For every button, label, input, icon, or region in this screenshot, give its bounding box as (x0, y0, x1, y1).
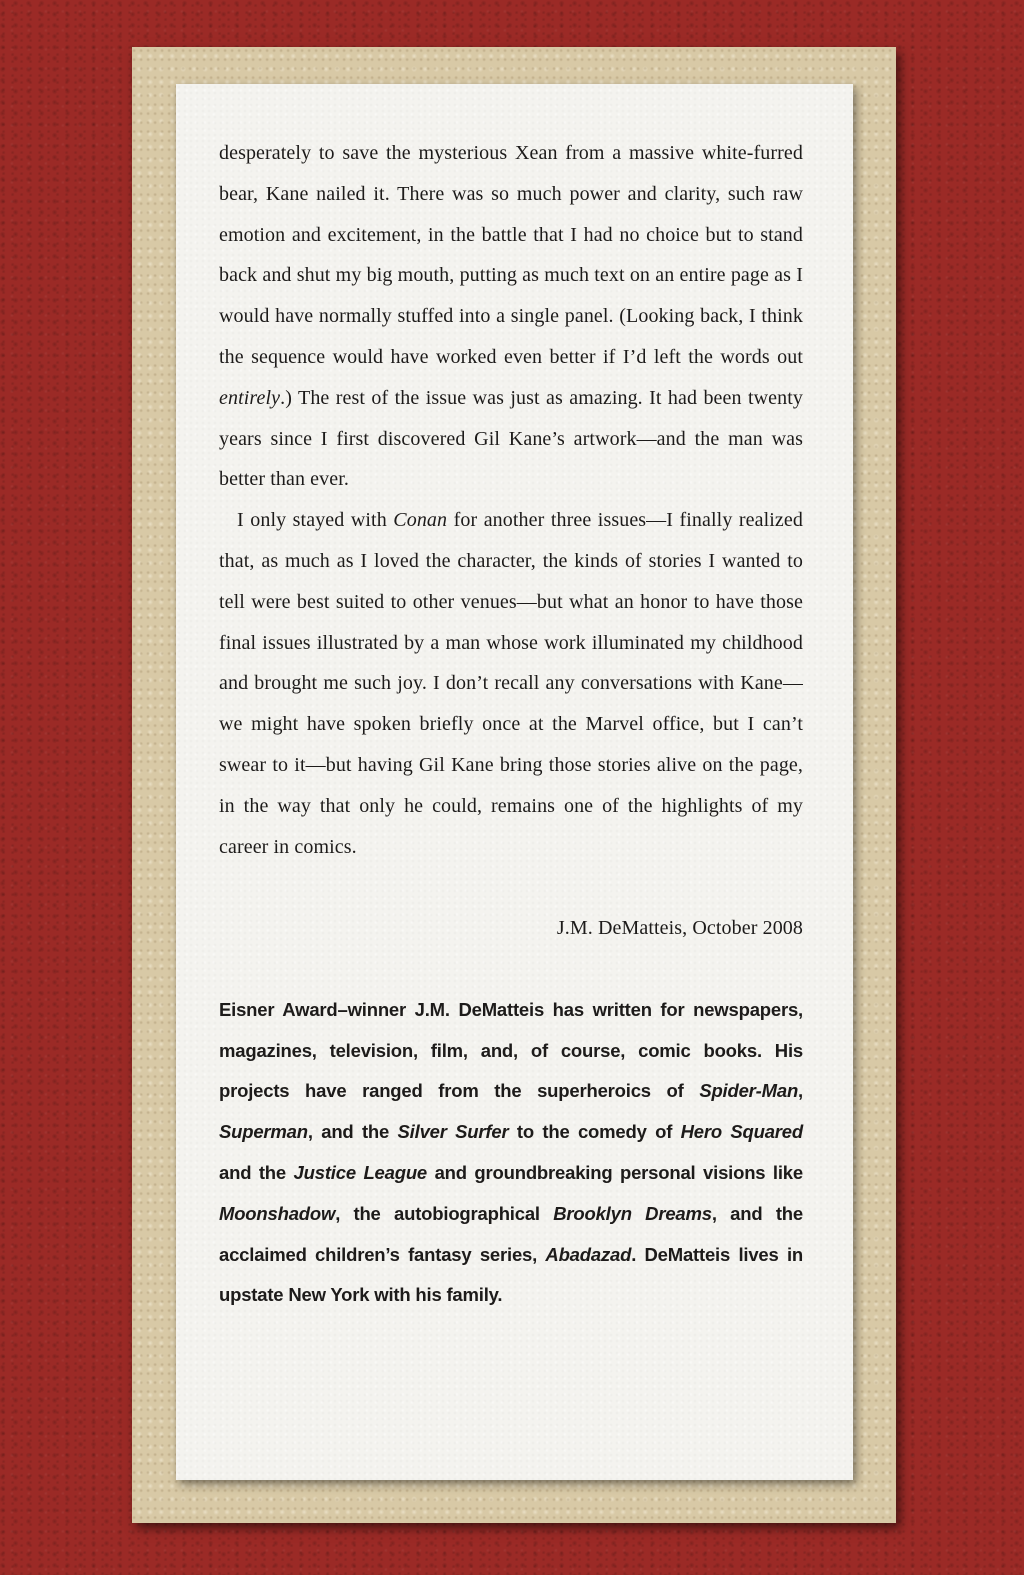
bio-text-7: , the autobiographical (335, 1202, 554, 1224)
essay-p2-text-a: I only stayed with (237, 509, 394, 532)
author-bio (219, 990, 803, 1316)
essay-paragraph-1 (219, 133, 803, 500)
bio-title-6: Moonshadow (219, 1202, 336, 1224)
bio-title-1: Spider-Man (699, 1080, 799, 1102)
bio-title-8: Abadazad (545, 1243, 632, 1265)
bio-text-4: to the comedy of (508, 1121, 681, 1143)
bio-text-3: , and the (307, 1121, 398, 1143)
essay-paragraph-2 (219, 500, 803, 867)
text-block (219, 133, 803, 1316)
bio-title-4: Hero Squared (680, 1121, 803, 1143)
bio-title-2: Superman (219, 1121, 308, 1143)
signature: J.M. DeMatteis, October 2008 (556, 917, 803, 940)
bio-title-5: Justice League (293, 1161, 428, 1183)
essay-p1-text-a: desperately to save the mysterious Xean from a massive white-furred bear, Kane nailed it. There was so much power and clarity, such raw emotion and excitement, in the battle that I had no choice but to stand back and shut my big mouth, putting as much text on an entire page as I would have normally stuffed into a single panel. (Looking back, I think the sequence would have worked even better if I’d left the words out (219, 142, 803, 368)
bio-title-7: Brooklyn Dreams (553, 1202, 712, 1224)
essay-p1-emphasis: entirely (219, 386, 281, 409)
essay-p1-text-b: .) The rest of the issue was just as amazing. It had been twenty years since I first discovered Gil Kane’s artwork—and the man was better than ever. (219, 386, 803, 491)
bio-text-5: and the (219, 1161, 294, 1183)
bio-text-2: , (798, 1080, 803, 1102)
bio-text-8: , and the acclaimed children’s fantasy series, (219, 1202, 803, 1265)
bio-title-3: Silver Surfer (397, 1121, 509, 1143)
bio-text-9: . DeMatteis lives in upstate New York with his family. (219, 1243, 803, 1306)
bio-text-6: and groundbreaking personal visions like (427, 1161, 803, 1183)
bio-text-1: Eisner Award–winner J.M. DeMatteis has written for newspapers, magazines, television, film, and, of course, comic books. His projects have ranged from the superheroics of (219, 998, 803, 1102)
essay-p2-text-b: for another three issues—I finally realized that, as much as I loved the character, the kinds of stories I wanted to tell were best suited to other venues—but what an honor to have those final issues illustrated by a man whose work illuminated my childhood and brought me such joy. I don’t recall any conversations with Kane—we might have spoken briefly once at the Marvel office, but I can’t swear to it—but having Gil Kane bring those stories alive on the page, in the way that only he could, remains one of the highlights of my career in comics. (219, 509, 803, 858)
essay-p2-emphasis: Conan (393, 509, 448, 532)
